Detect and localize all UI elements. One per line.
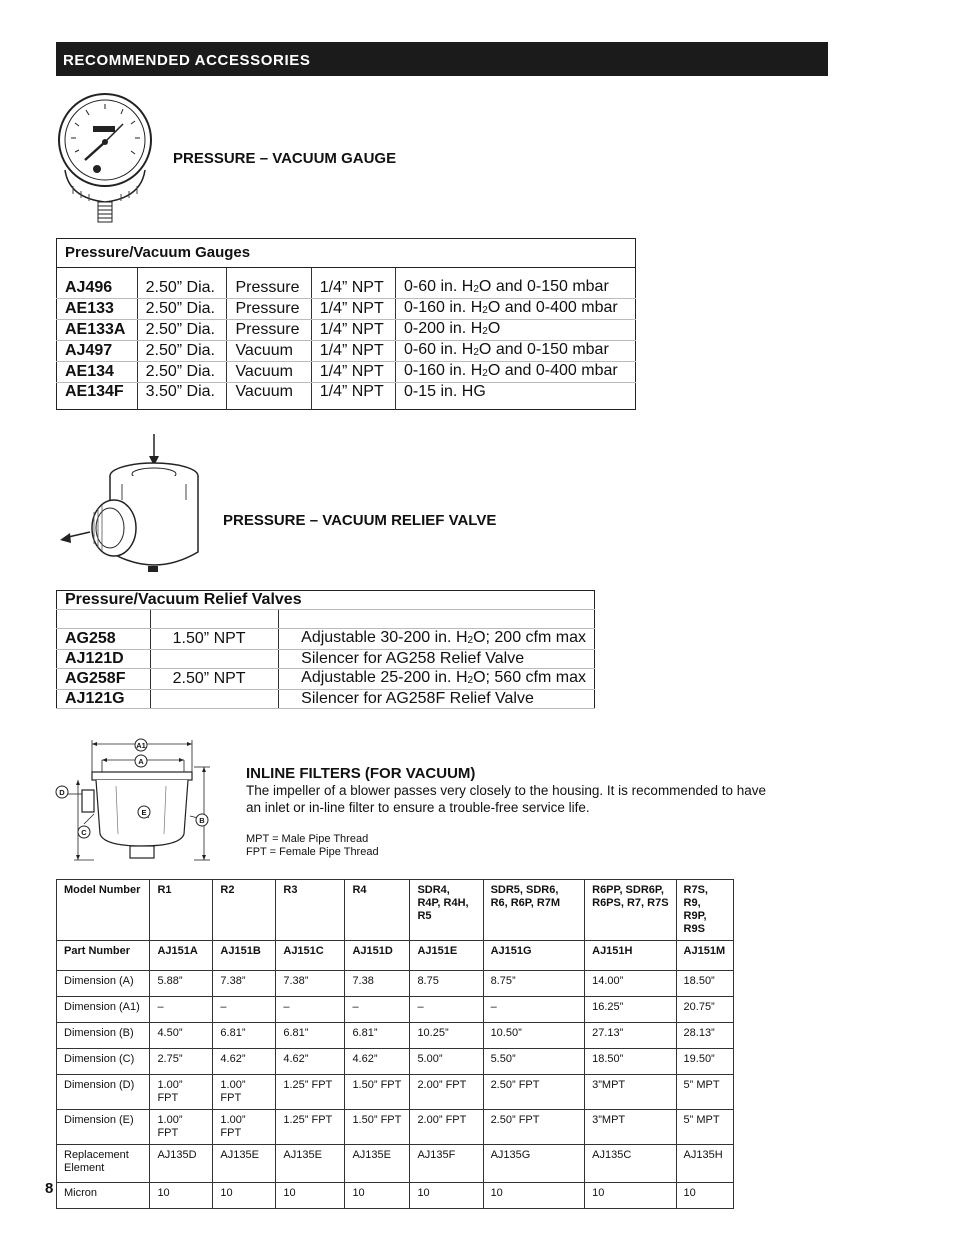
table-row: Dimension (A) 5.88” 7.38” 7.38” 7.38 8.75 8.75” 14.00” 18.50” — [57, 971, 734, 997]
table-row: AJ121G Silencer for AG258F Relief Valve — [57, 690, 595, 709]
table-row: Dimension (B) 4.50” 6.81” 6.81” 6.81” 10.25” 10.50” 27.13” 28.13” — [57, 1023, 734, 1049]
table-row: AE134 2.50” Dia. Vacuum 1/4” NPT 0-160 in. $H_2O$ and 0-400 mbar — [57, 362, 636, 383]
table-row: AE133 2.50” Dia. Pressure 1/4” NPT 0-160 in. $H_2O$ and 0-400 mbar — [57, 299, 636, 320]
label-e: E — [141, 808, 147, 817]
table-row: Dimension (A1) – – – – – – 16.25” 20.75” — [57, 997, 734, 1023]
gauge-title: PRESSURE – VACUUM GAUGE — [173, 150, 397, 167]
table-row: AG258 1.50” NPT Adjustable 30-200 in. $H_2O$; 200 cfm max — [57, 629, 595, 650]
valves-table-caption: Pressure/Vacuum Relief Valves — [57, 591, 595, 610]
table-row: AE134F 3.50” Dia. Vacuum 1/4” NPT 0-15 in. HG — [57, 383, 636, 410]
relief-valve-illustration — [56, 432, 206, 580]
valves-table — [56, 590, 595, 709]
filters-description: The impeller of a blower passes very closely to the housing. It is recommended to have an inlet or in-line filter to ensure a trouble-free service life. — [246, 783, 767, 815]
table-row: Micron 10 10 10 10 10 10 10 10 — [57, 1183, 734, 1209]
gauges-table-caption: Pressure/Vacuum Gauges — [57, 239, 636, 268]
table-row: Replacement Element AJ135D AJ135E AJ135E AJ135E AJ135F AJ135G AJ135C AJ135H — [57, 1145, 734, 1183]
label-c: C — [81, 828, 87, 837]
table-row: AE133A 2.50” Dia. Pressure 1/4” NPT 0-200 in. $H_2O$ — [57, 320, 636, 341]
table-row: Part Number AJ151A AJ151B AJ151C AJ151D AJ151E AJ151G AJ151H AJ151M — [57, 941, 734, 971]
label-d: D — [59, 788, 65, 797]
table-row: AG258F 2.50” NPT Adjustable 25-200 in. $H_2O$; 560 cfm max — [57, 669, 595, 690]
pressure-gauge-illustration — [55, 90, 155, 230]
filters-table — [56, 879, 734, 1209]
filters-title: INLINE FILTERS (FOR VACUUM) — [246, 765, 476, 782]
table-row: AJ121D Silencer for AG258 Relief Valve — [57, 650, 595, 669]
valve-title: PRESSURE – VACUUM RELIEF VALVE — [223, 512, 497, 529]
section-header: RECOMMENDED ACCESSORIES — [56, 42, 828, 76]
fpt-note: FPT = Female Pipe Thread — [246, 846, 379, 858]
table-row: Dimension (E) 1.00” FPT 1.00” FPT 1.25” FPT 1.50” FPT 2.00” FPT 2.50” FPT 3”MPT 5” MPT — [57, 1110, 734, 1145]
page-number: 8 — [45, 1180, 54, 1197]
label-a1: A1 — [136, 741, 146, 750]
table-row: Dimension (D) 1.00” FPT 1.00” FPT 1.25” FPT 1.50” FPT 2.00” FPT 2.50” FPT 3”MPT 5” MPT — [57, 1075, 734, 1110]
label-b: B — [199, 816, 205, 825]
inline-filter-diagram — [54, 734, 224, 866]
table-row: AJ496 2.50” Dia. Pressure 1/4” NPT 0-60 in. $H_2O$ and 0-150 mbar — [57, 278, 636, 299]
gauges-table — [56, 238, 636, 410]
table-row: Model Number R1 R2 R3 R4 SDR4, R4P, R4H, R5 SDR5, SDR6, R6, R6P, R7M R6PP, SDR6P, R6PS, R7, R7S R7S, R9, R9P, R9S — [57, 880, 734, 941]
table-row: Dimension (C) 2.75” 4.62” 4.62” 4.62” 5.00” 5.50” 18.50” 19.50” — [57, 1049, 734, 1075]
mpt-note: MPT = Male Pipe Thread — [246, 833, 369, 845]
label-a: A — [138, 757, 144, 766]
table-row: AJ497 2.50” Dia. Vacuum 1/4” NPT 0-60 in. $H_2O$ and 0-150 mbar — [57, 341, 636, 362]
